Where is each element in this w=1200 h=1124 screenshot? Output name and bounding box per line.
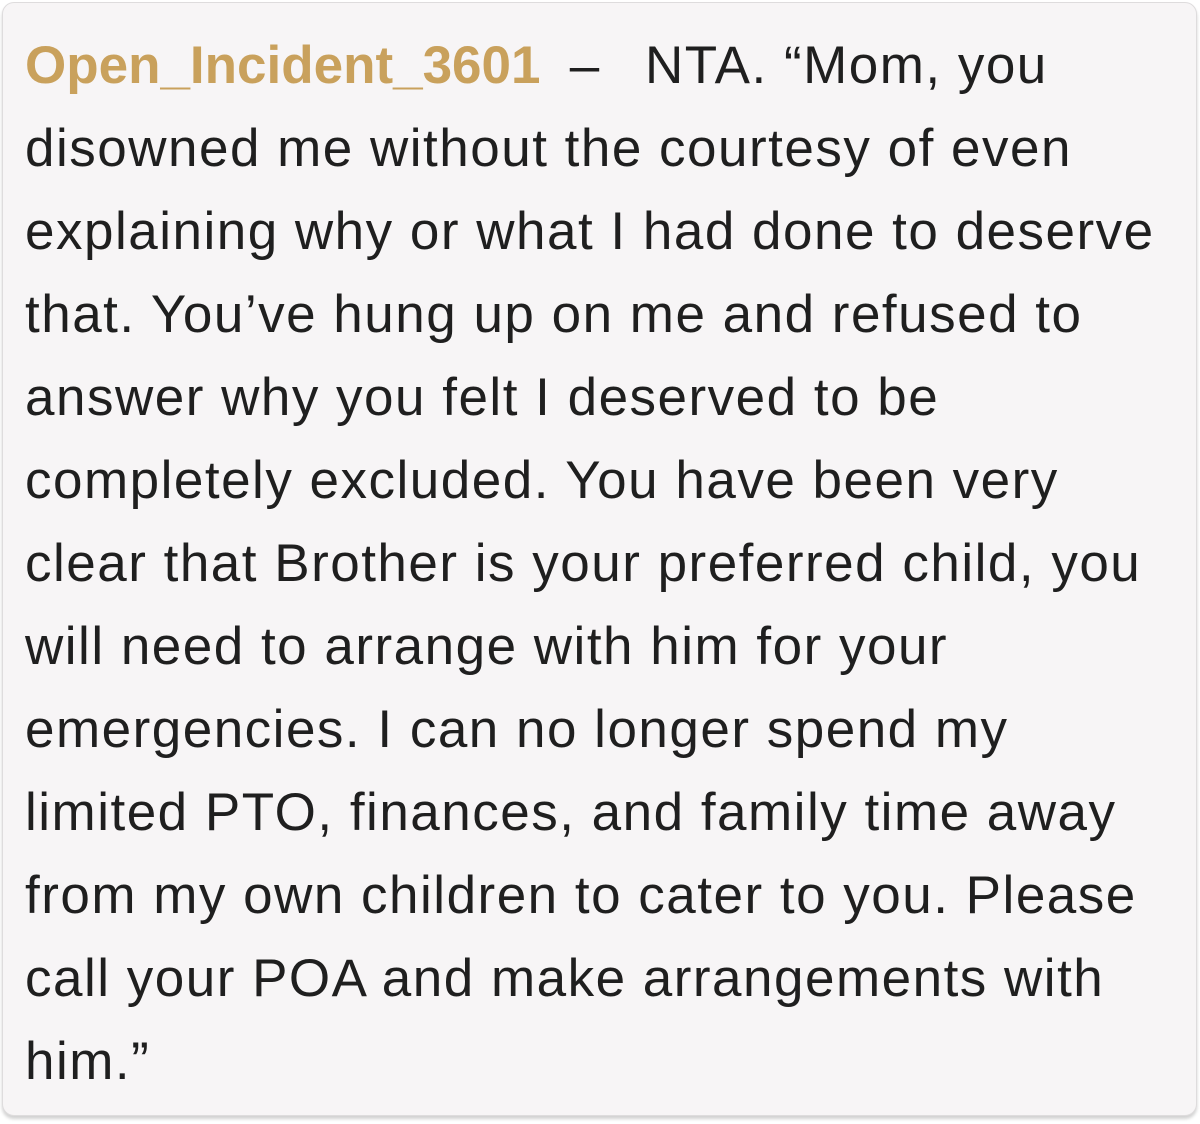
incident-text	[25, 24, 1176, 1103]
incident-card	[2, 2, 1197, 1116]
incident-body-text: NTA. “Mom, you disowned me without the courtesy of even explaining why or what I had done to deserve that. You’ve hung up on me and refused to answer why you felt I deserved to be completely excluded. You have been very clear that Brother is your preferred child, you will need to arrange with him for your emergencies. I can no longer spend my limited PTO, finances, and family time away from my own children to cater to you. Please call your POA and make arrangements with him.”	[25, 36, 1155, 1091]
separator-dash: –	[569, 36, 601, 95]
incident-id-link[interactable]: Open_Incident_3601	[25, 36, 541, 95]
